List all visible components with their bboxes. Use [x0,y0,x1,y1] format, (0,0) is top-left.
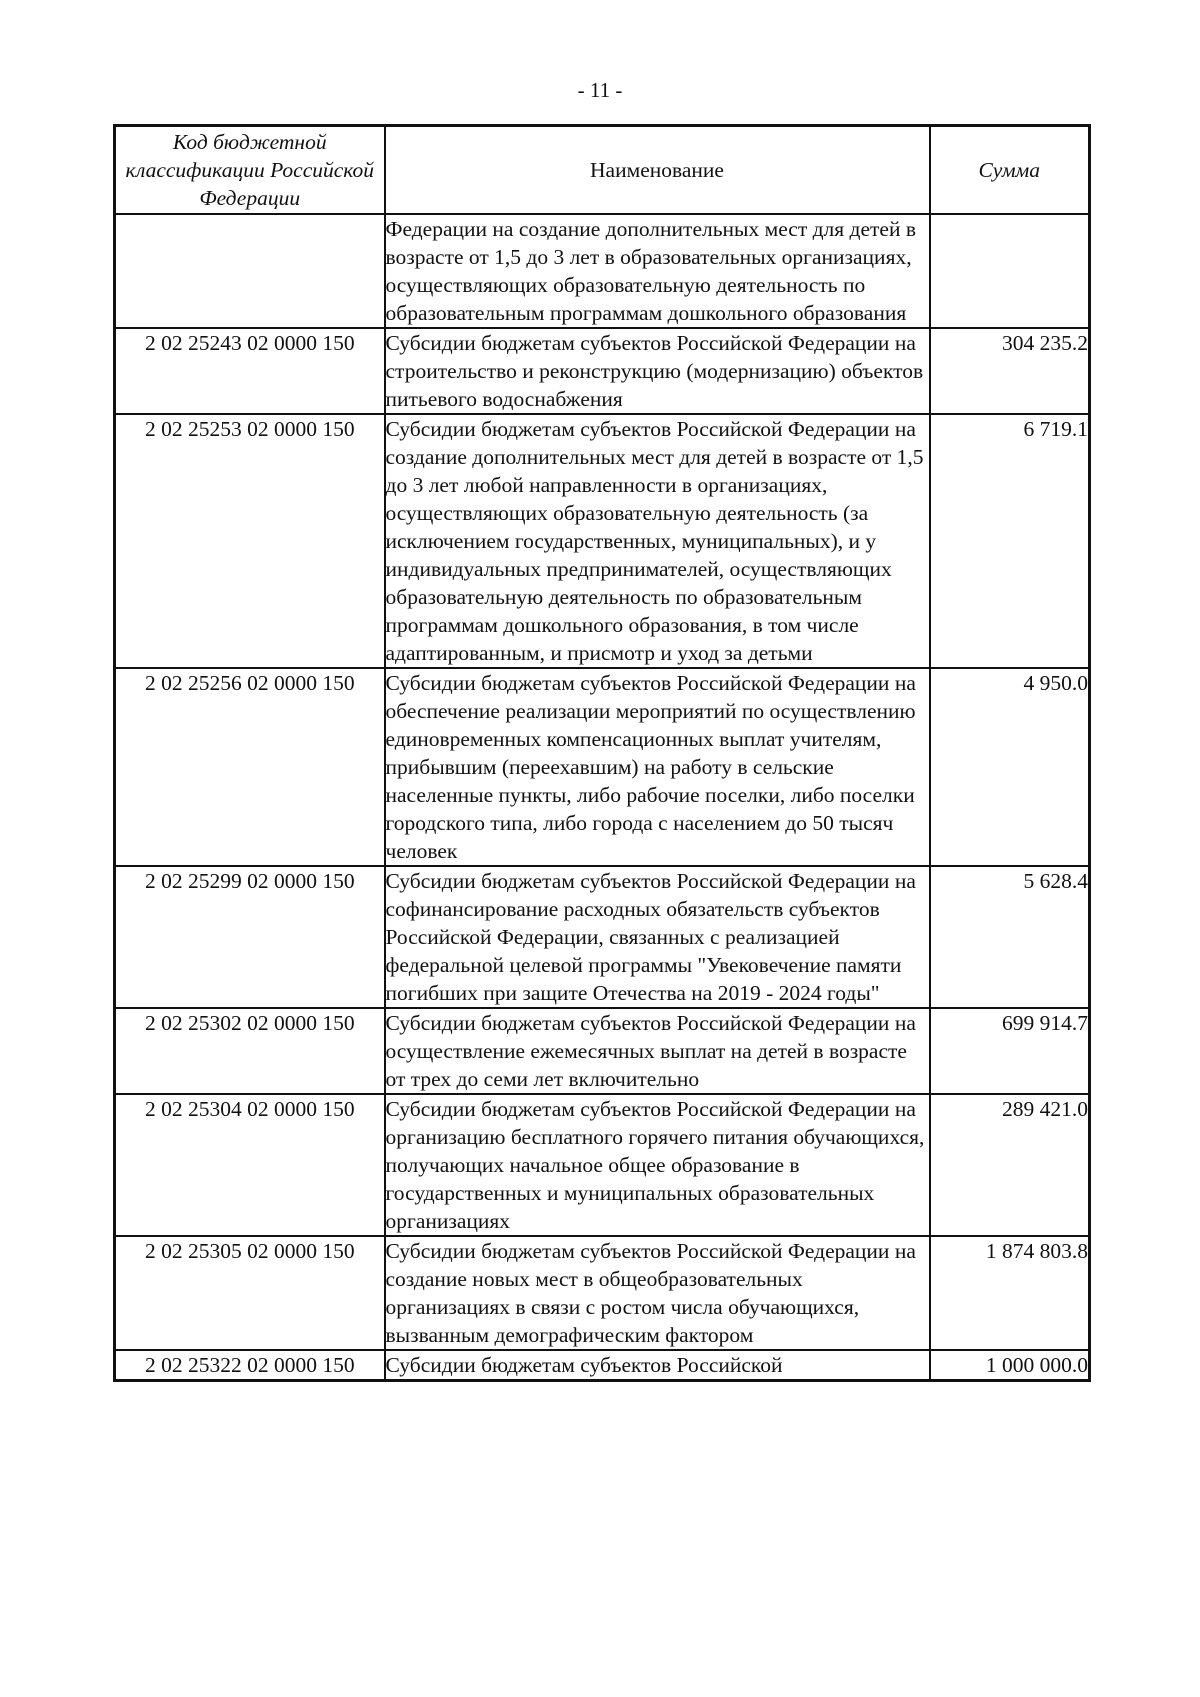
row-sum: 289 421.0 [930,1094,1090,1236]
row-code: 2 02 25253 02 0000 150 [115,414,385,668]
table-row [115,414,1090,668]
row-sum: 1 874 803.8 [930,1236,1090,1350]
row-name: Субсидии бюджетам субъектов Российской [385,1350,930,1381]
row-code: 2 02 25322 02 0000 150 [115,1350,385,1381]
row-name: Федерации на создание дополнительных мест для детей в возрасте от 1,5 до 3 лет в образовательных организациях, осуществляющих образовательную деятельность по образовательным программам дошкольного образования [385,214,930,328]
row-name: Субсидии бюджетам субъектов Российской Федерации на софинансирование расходных обязательств субъектов Российской Федерации, связанных с реализацией федеральной целевой программы "Увековечение памяти погибших при защите Отечества на 2019 - 2024 годы" [385,866,930,1008]
row-sum: 304 235.2 [930,328,1090,414]
row-code: 2 02 25304 02 0000 150 [115,1094,385,1236]
row-sum: 1 000 000.0 [930,1350,1090,1381]
row-name: Субсидии бюджетам субъектов Российской Федерации на создание дополнительных мест для детей в возрасте от 1,5 до 3 лет любой направленности в организациях, осуществляющих образовательную деятельность (за исключением государственных, муниципальных), и у индивидуальных предпринимателей, осуществляющих образовательную деятельность по образовательным программам дошкольного образования, в том числе адаптированным, и присмотр и уход за детьми [385,414,930,668]
table-row [115,1350,1090,1381]
row-sum: 699 914.7 [930,1008,1090,1094]
table-row [115,1236,1090,1350]
header-sum: Сумма [930,126,1090,215]
row-name: Субсидии бюджетам субъектов Российской Федерации на строительство и реконструкцию (модернизацию) объектов питьевого водоснабжения [385,328,930,414]
header-name: Наименование [385,126,930,215]
row-code: 2 02 25302 02 0000 150 [115,1008,385,1094]
row-code: 2 02 25305 02 0000 150 [115,1236,385,1350]
row-sum: 6 719.1 [930,414,1090,668]
row-code: 2 02 25256 02 0000 150 [115,668,385,866]
table-row [115,866,1090,1008]
table-row [115,1094,1090,1236]
table-row [115,328,1090,414]
header-code: Код бюджетной классификации Российской Федерации [115,126,385,215]
row-sum [930,214,1090,328]
row-code [115,214,385,328]
row-name: Субсидии бюджетам субъектов Российской Федерации на обеспечение реализации мероприятий по осуществлению единовременных компенсационных выплат учителям, прибывшим (переехавшим) на работу в сельские населенные пункты, либо рабочие поселки, либо поселки городского типа, либо города с населением до 50 тысяч человек [385,668,930,866]
row-name: Субсидии бюджетам субъектов Российской Федерации на организацию бесплатного горячего питания обучающихся, получающих начальное общее образование в государственных и муниципальных образовательных организациях [385,1094,930,1236]
table-header-row [115,126,1090,215]
table-row [115,1008,1090,1094]
table-row [115,668,1090,866]
row-name: Субсидии бюджетам субъектов Российской Федерации на осуществление ежемесячных выплат на детей в возрасте от трех до семи лет включительно [385,1008,930,1094]
page-number: - 11 - [577,78,623,102]
row-sum: 5 628.4 [930,866,1090,1008]
table-row [115,214,1090,328]
row-code: 2 02 25243 02 0000 150 [115,328,385,414]
row-name: Субсидии бюджетам субъектов Российской Федерации на создание новых мест в общеобразовательных организациях в связи с ростом числа обучающихся, вызванным демографическим фактором [385,1236,930,1350]
row-sum: 4 950.0 [930,668,1090,866]
budget-table [113,124,1091,1382]
row-code: 2 02 25299 02 0000 150 [115,866,385,1008]
